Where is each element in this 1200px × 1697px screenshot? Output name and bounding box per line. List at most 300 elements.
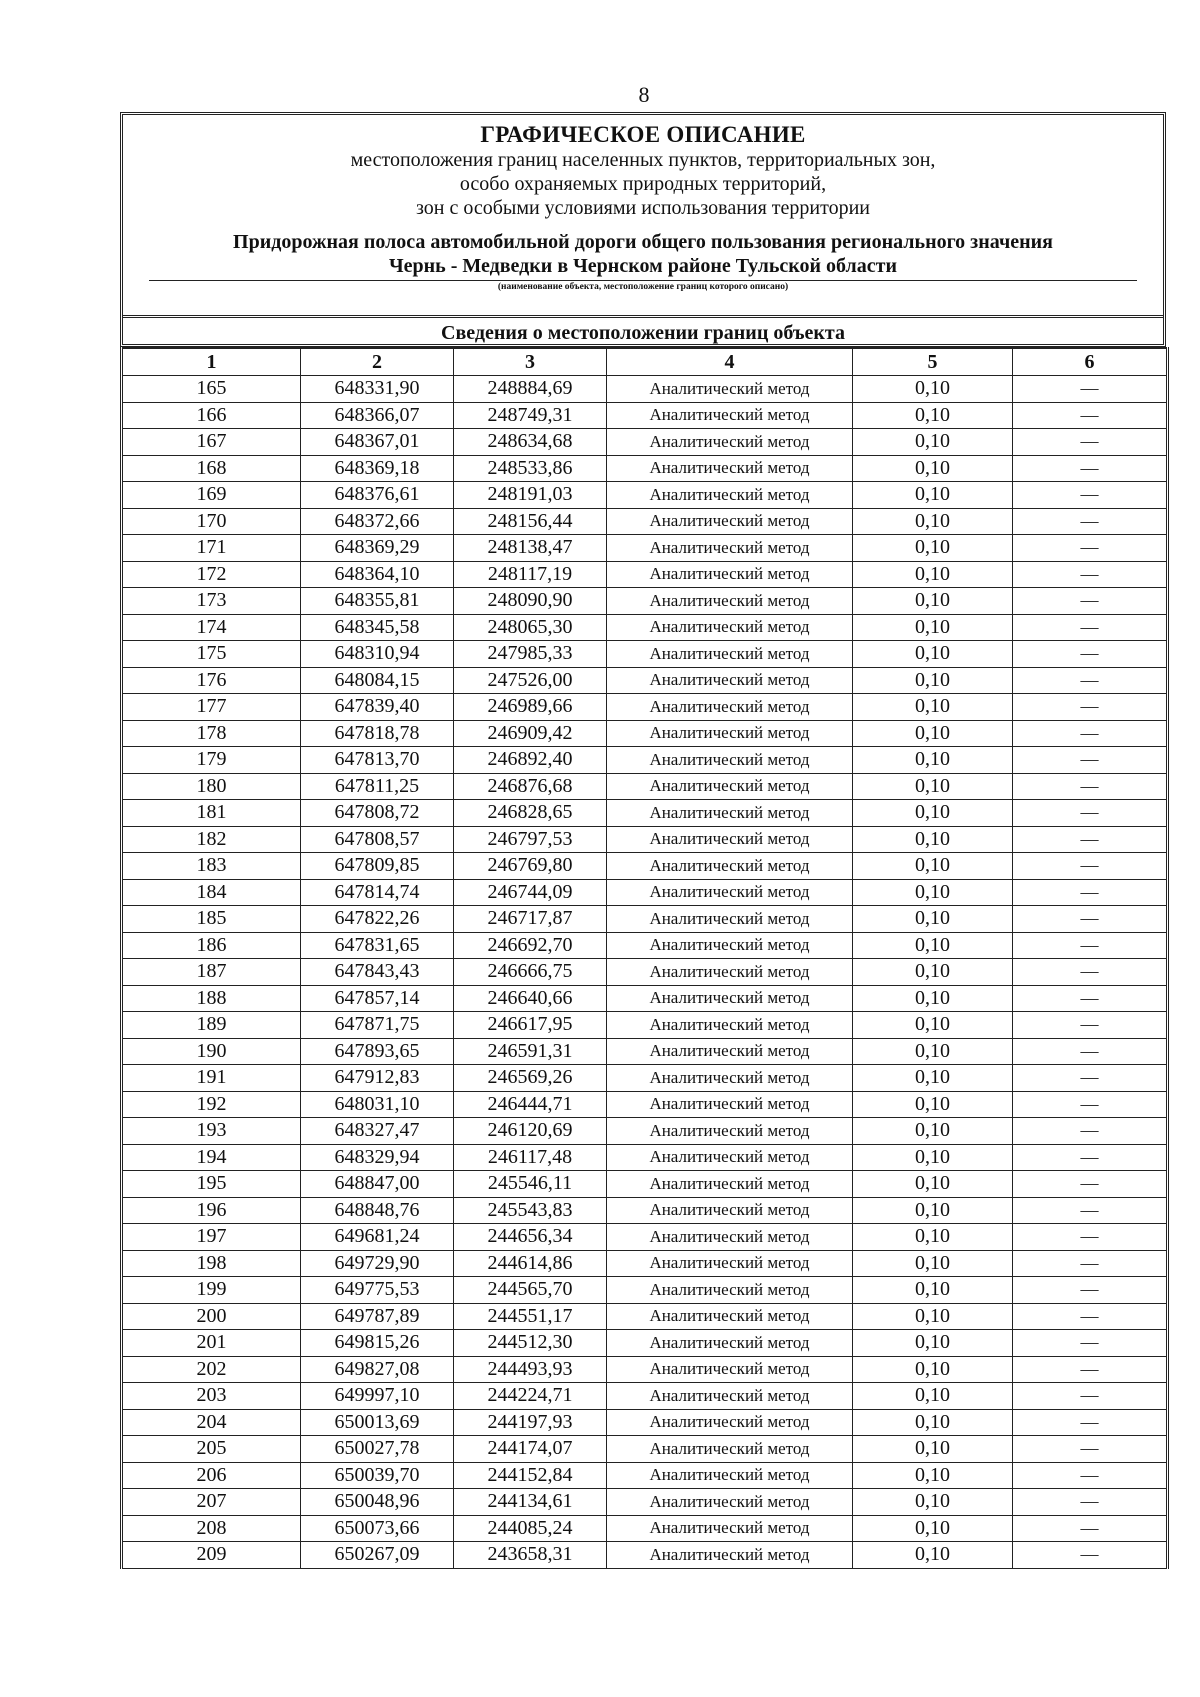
y-coordinate-cell: 246444,71 xyxy=(454,1091,607,1118)
method-cell: Аналитический метод xyxy=(607,1436,853,1463)
table-row xyxy=(122,932,1168,959)
point-number-cell: 165 xyxy=(122,376,301,403)
table-row xyxy=(122,879,1168,906)
accuracy-cell: 0,10 xyxy=(853,376,1013,403)
description-cell: — xyxy=(1013,800,1168,827)
description-cell: — xyxy=(1013,906,1168,933)
accuracy-cell: 0,10 xyxy=(853,561,1013,588)
x-coordinate-cell: 649775,53 xyxy=(301,1277,454,1304)
y-coordinate-cell: 246640,66 xyxy=(454,985,607,1012)
x-coordinate-cell: 650267,09 xyxy=(301,1542,454,1569)
description-cell: — xyxy=(1013,879,1168,906)
y-coordinate-cell: 244085,24 xyxy=(454,1515,607,1542)
y-coordinate-cell: 245546,11 xyxy=(454,1171,607,1198)
x-coordinate-cell: 647857,14 xyxy=(301,985,454,1012)
y-coordinate-cell: 245543,83 xyxy=(454,1197,607,1224)
description-cell: — xyxy=(1013,1489,1168,1516)
point-number-cell: 208 xyxy=(122,1515,301,1542)
method-cell: Аналитический метод xyxy=(607,1383,853,1410)
description-cell: — xyxy=(1013,429,1168,456)
table-row xyxy=(122,1144,1168,1171)
x-coordinate-cell: 648331,90 xyxy=(301,376,454,403)
table-row xyxy=(122,1277,1168,1304)
method-cell: Аналитический метод xyxy=(607,508,853,535)
document-subtitle-line: зон с особыми условиями использования территории xyxy=(415,197,871,219)
y-coordinate-cell: 248634,68 xyxy=(454,429,607,456)
column-header: 6 xyxy=(1013,348,1168,376)
y-coordinate-cell: 246666,75 xyxy=(454,959,607,986)
table-row xyxy=(122,588,1168,615)
x-coordinate-cell: 649815,26 xyxy=(301,1330,454,1357)
table-row xyxy=(122,985,1168,1012)
point-number-cell: 194 xyxy=(122,1144,301,1171)
y-coordinate-cell: 244614,86 xyxy=(454,1250,607,1277)
y-coordinate-cell: 246617,95 xyxy=(454,1012,607,1039)
document-title: ГРАФИЧЕСКОЕ ОПИСАНИЕ xyxy=(480,122,806,147)
accuracy-cell: 0,10 xyxy=(853,1436,1013,1463)
y-coordinate-cell: 246744,09 xyxy=(454,879,607,906)
y-coordinate-cell: 243658,31 xyxy=(454,1542,607,1569)
y-coordinate-cell: 246120,69 xyxy=(454,1118,607,1145)
table-row xyxy=(122,773,1168,800)
y-coordinate-cell: 246892,40 xyxy=(454,747,607,774)
method-cell: Аналитический метод xyxy=(607,1038,853,1065)
accuracy-cell: 0,10 xyxy=(853,1171,1013,1198)
point-number-cell: 209 xyxy=(122,1542,301,1569)
y-coordinate-cell: 244551,17 xyxy=(454,1303,607,1330)
point-number-cell: 166 xyxy=(122,402,301,429)
method-cell: Аналитический метод xyxy=(607,455,853,482)
table-header-row xyxy=(122,348,1168,376)
point-number-cell: 171 xyxy=(122,535,301,562)
x-coordinate-cell: 648366,07 xyxy=(301,402,454,429)
table-row xyxy=(122,402,1168,429)
table-row xyxy=(122,561,1168,588)
table-row xyxy=(122,1462,1168,1489)
y-coordinate-cell: 244174,07 xyxy=(454,1436,607,1463)
x-coordinate-cell: 647839,40 xyxy=(301,694,454,721)
table-row xyxy=(122,1250,1168,1277)
accuracy-cell: 0,10 xyxy=(853,508,1013,535)
y-coordinate-cell: 244493,93 xyxy=(454,1356,607,1383)
x-coordinate-cell: 649827,08 xyxy=(301,1356,454,1383)
point-number-cell: 176 xyxy=(122,667,301,694)
description-cell: — xyxy=(1013,535,1168,562)
y-coordinate-cell: 246117,48 xyxy=(454,1144,607,1171)
method-cell: Аналитический метод xyxy=(607,747,853,774)
description-cell: — xyxy=(1013,1409,1168,1436)
x-coordinate-cell: 647809,85 xyxy=(301,853,454,880)
accuracy-cell: 0,10 xyxy=(853,959,1013,986)
method-cell: Аналитический метод xyxy=(607,959,853,986)
point-number-cell: 201 xyxy=(122,1330,301,1357)
table-row xyxy=(122,1436,1168,1463)
y-coordinate-cell: 248090,90 xyxy=(454,588,607,615)
accuracy-cell: 0,10 xyxy=(853,588,1013,615)
description-cell: — xyxy=(1013,932,1168,959)
method-cell: Аналитический метод xyxy=(607,1462,853,1489)
point-number-cell: 177 xyxy=(122,694,301,721)
table-row xyxy=(122,641,1168,668)
description-cell: — xyxy=(1013,455,1168,482)
point-number-cell: 167 xyxy=(122,429,301,456)
accuracy-cell: 0,10 xyxy=(853,1489,1013,1516)
method-cell: Аналитический метод xyxy=(607,773,853,800)
point-number-cell: 183 xyxy=(122,853,301,880)
x-coordinate-cell: 647912,83 xyxy=(301,1065,454,1092)
table-row xyxy=(122,959,1168,986)
description-cell: — xyxy=(1013,1383,1168,1410)
accuracy-cell: 0,10 xyxy=(853,1277,1013,1304)
description-cell: — xyxy=(1013,1171,1168,1198)
point-number-cell: 172 xyxy=(122,561,301,588)
accuracy-cell: 0,10 xyxy=(853,1303,1013,1330)
description-cell: — xyxy=(1013,402,1168,429)
accuracy-cell: 0,10 xyxy=(853,535,1013,562)
description-cell: — xyxy=(1013,1065,1168,1092)
y-coordinate-cell: 247526,00 xyxy=(454,667,607,694)
column-header: 1 xyxy=(122,348,301,376)
accuracy-cell: 0,10 xyxy=(853,1144,1013,1171)
table-row xyxy=(122,482,1168,509)
x-coordinate-cell: 650013,69 xyxy=(301,1409,454,1436)
accuracy-cell: 0,10 xyxy=(853,694,1013,721)
x-coordinate-cell: 648310,94 xyxy=(301,641,454,668)
point-number-cell: 180 xyxy=(122,773,301,800)
x-coordinate-cell: 648848,76 xyxy=(301,1197,454,1224)
table-row xyxy=(122,1224,1168,1251)
description-cell: — xyxy=(1013,1144,1168,1171)
section-divider xyxy=(123,315,1163,318)
accuracy-cell: 0,10 xyxy=(853,1330,1013,1357)
accuracy-cell: 0,10 xyxy=(853,1038,1013,1065)
y-coordinate-cell: 246876,68 xyxy=(454,773,607,800)
method-cell: Аналитический метод xyxy=(607,1409,853,1436)
table-row xyxy=(122,535,1168,562)
table-row xyxy=(122,455,1168,482)
accuracy-cell: 0,10 xyxy=(853,1356,1013,1383)
point-number-cell: 191 xyxy=(122,1065,301,1092)
method-cell: Аналитический метод xyxy=(607,1250,853,1277)
method-cell: Аналитический метод xyxy=(607,1197,853,1224)
point-number-cell: 198 xyxy=(122,1250,301,1277)
point-number-cell: 200 xyxy=(122,1303,301,1330)
description-cell: — xyxy=(1013,1356,1168,1383)
description-cell: — xyxy=(1013,1436,1168,1463)
y-coordinate-cell: 244565,70 xyxy=(454,1277,607,1304)
description-cell: — xyxy=(1013,1330,1168,1357)
x-coordinate-cell: 650073,66 xyxy=(301,1515,454,1542)
method-cell: Аналитический метод xyxy=(607,1065,853,1092)
point-number-cell: 199 xyxy=(122,1277,301,1304)
y-coordinate-cell: 244512,30 xyxy=(454,1330,607,1357)
x-coordinate-cell: 649997,10 xyxy=(301,1383,454,1410)
page-number: 8 xyxy=(638,82,650,107)
method-cell: Аналитический метод xyxy=(607,1330,853,1357)
x-coordinate-cell: 648031,10 xyxy=(301,1091,454,1118)
description-cell: — xyxy=(1013,694,1168,721)
table-row xyxy=(122,800,1168,827)
x-coordinate-cell: 650027,78 xyxy=(301,1436,454,1463)
y-coordinate-cell: 248533,86 xyxy=(454,455,607,482)
method-cell: Аналитический метод xyxy=(607,1224,853,1251)
x-coordinate-cell: 647808,57 xyxy=(301,826,454,853)
description-cell: — xyxy=(1013,561,1168,588)
table-body xyxy=(122,376,1168,1569)
description-cell: — xyxy=(1013,747,1168,774)
table-row xyxy=(122,1171,1168,1198)
x-coordinate-cell: 647871,75 xyxy=(301,1012,454,1039)
x-coordinate-cell: 648327,47 xyxy=(301,1118,454,1145)
description-cell: — xyxy=(1013,1250,1168,1277)
table-row xyxy=(122,667,1168,694)
accuracy-cell: 0,10 xyxy=(853,1409,1013,1436)
x-coordinate-cell: 650039,70 xyxy=(301,1462,454,1489)
y-coordinate-cell: 246828,65 xyxy=(454,800,607,827)
y-coordinate-cell: 246909,42 xyxy=(454,720,607,747)
x-coordinate-cell: 647813,70 xyxy=(301,747,454,774)
table-row xyxy=(122,1091,1168,1118)
method-cell: Аналитический метод xyxy=(607,1489,853,1516)
accuracy-cell: 0,10 xyxy=(853,800,1013,827)
table-row xyxy=(122,1118,1168,1145)
method-cell: Аналитический метод xyxy=(607,588,853,615)
accuracy-cell: 0,10 xyxy=(853,1065,1013,1092)
method-cell: Аналитический метод xyxy=(607,1515,853,1542)
point-number-cell: 168 xyxy=(122,455,301,482)
method-cell: Аналитический метод xyxy=(607,879,853,906)
method-cell: Аналитический метод xyxy=(607,1356,853,1383)
table-row xyxy=(122,376,1168,403)
x-coordinate-cell: 648369,29 xyxy=(301,535,454,562)
method-cell: Аналитический метод xyxy=(607,853,853,880)
object-name-line: Придорожная полоса автомобильной дороги общего пользования регионального значения xyxy=(233,231,1053,253)
table-row xyxy=(122,614,1168,641)
method-cell: Аналитический метод xyxy=(607,932,853,959)
accuracy-cell: 0,10 xyxy=(853,906,1013,933)
accuracy-cell: 0,10 xyxy=(853,720,1013,747)
description-cell: — xyxy=(1013,1303,1168,1330)
x-coordinate-cell: 647811,25 xyxy=(301,773,454,800)
table-row xyxy=(122,1330,1168,1357)
description-cell: — xyxy=(1013,985,1168,1012)
accuracy-cell: 0,10 xyxy=(853,1224,1013,1251)
x-coordinate-cell: 648376,61 xyxy=(301,482,454,509)
x-coordinate-cell: 647818,78 xyxy=(301,720,454,747)
description-cell: — xyxy=(1013,720,1168,747)
point-number-cell: 170 xyxy=(122,508,301,535)
method-cell: Аналитический метод xyxy=(607,985,853,1012)
table-row xyxy=(122,1489,1168,1516)
point-number-cell: 190 xyxy=(122,1038,301,1065)
column-header: 5 xyxy=(853,348,1013,376)
description-cell: — xyxy=(1013,1462,1168,1489)
y-coordinate-cell: 246797,53 xyxy=(454,826,607,853)
method-cell: Аналитический метод xyxy=(607,535,853,562)
point-number-cell: 169 xyxy=(122,482,301,509)
accuracy-cell: 0,10 xyxy=(853,1515,1013,1542)
table-row xyxy=(122,906,1168,933)
x-coordinate-cell: 648372,66 xyxy=(301,508,454,535)
point-number-cell: 184 xyxy=(122,879,301,906)
accuracy-cell: 0,10 xyxy=(853,1383,1013,1410)
accuracy-cell: 0,10 xyxy=(853,985,1013,1012)
description-cell: — xyxy=(1013,1277,1168,1304)
method-cell: Аналитический метод xyxy=(607,402,853,429)
y-coordinate-cell: 244152,84 xyxy=(454,1462,607,1489)
y-coordinate-cell: 248138,47 xyxy=(454,535,607,562)
y-coordinate-cell: 246717,87 xyxy=(454,906,607,933)
y-coordinate-cell: 244134,61 xyxy=(454,1489,607,1516)
accuracy-cell: 0,10 xyxy=(853,932,1013,959)
table-row xyxy=(122,1515,1168,1542)
y-coordinate-cell: 246569,26 xyxy=(454,1065,607,1092)
description-cell: — xyxy=(1013,1038,1168,1065)
y-coordinate-cell: 248065,30 xyxy=(454,614,607,641)
table-row xyxy=(122,1542,1168,1569)
table-row xyxy=(122,508,1168,535)
y-coordinate-cell: 247985,33 xyxy=(454,641,607,668)
object-name-caption: (наименование объекта, местоположение границ которого описано) xyxy=(497,282,789,292)
table-row xyxy=(122,1065,1168,1092)
column-header: 4 xyxy=(607,348,853,376)
point-number-cell: 195 xyxy=(122,1171,301,1198)
point-number-cell: 188 xyxy=(122,985,301,1012)
method-cell: Аналитический метод xyxy=(607,614,853,641)
table-row xyxy=(122,1409,1168,1436)
accuracy-cell: 0,10 xyxy=(853,773,1013,800)
method-cell: Аналитический метод xyxy=(607,1091,853,1118)
document-subtitle-line: местоположения границ населенных пунктов, территориальных зон, xyxy=(350,149,936,171)
x-coordinate-cell: 648364,10 xyxy=(301,561,454,588)
x-coordinate-cell: 649787,89 xyxy=(301,1303,454,1330)
x-coordinate-cell: 648369,18 xyxy=(301,455,454,482)
point-number-cell: 193 xyxy=(122,1118,301,1145)
x-coordinate-cell: 649729,90 xyxy=(301,1250,454,1277)
description-cell: — xyxy=(1013,773,1168,800)
accuracy-cell: 0,10 xyxy=(853,1012,1013,1039)
accuracy-cell: 0,10 xyxy=(853,853,1013,880)
point-number-cell: 179 xyxy=(122,747,301,774)
y-coordinate-cell: 246692,70 xyxy=(454,932,607,959)
accuracy-cell: 0,10 xyxy=(853,614,1013,641)
table-row xyxy=(122,826,1168,853)
accuracy-cell: 0,10 xyxy=(853,482,1013,509)
document-subtitle-line: особо охраняемых природных территорий, xyxy=(459,173,827,195)
accuracy-cell: 0,10 xyxy=(853,641,1013,668)
y-coordinate-cell: 246989,66 xyxy=(454,694,607,721)
accuracy-cell: 0,10 xyxy=(853,879,1013,906)
accuracy-cell: 0,10 xyxy=(853,1462,1013,1489)
point-number-cell: 174 xyxy=(122,614,301,641)
table-row xyxy=(122,720,1168,747)
y-coordinate-cell: 244224,71 xyxy=(454,1383,607,1410)
description-cell: — xyxy=(1013,1197,1168,1224)
y-coordinate-cell: 248117,19 xyxy=(454,561,607,588)
method-cell: Аналитический метод xyxy=(607,720,853,747)
table-row xyxy=(122,1383,1168,1410)
accuracy-cell: 0,10 xyxy=(853,1118,1013,1145)
description-cell: — xyxy=(1013,826,1168,853)
method-cell: Аналитический метод xyxy=(607,1303,853,1330)
table-row xyxy=(122,747,1168,774)
y-coordinate-cell: 248884,69 xyxy=(454,376,607,403)
point-number-cell: 186 xyxy=(122,932,301,959)
accuracy-cell: 0,10 xyxy=(853,455,1013,482)
object-name-underline xyxy=(149,280,1137,281)
y-coordinate-cell: 244656,34 xyxy=(454,1224,607,1251)
description-cell: — xyxy=(1013,667,1168,694)
table-row xyxy=(122,1012,1168,1039)
accuracy-cell: 0,10 xyxy=(853,747,1013,774)
description-cell: — xyxy=(1013,1012,1168,1039)
description-cell: — xyxy=(1013,1515,1168,1542)
x-coordinate-cell: 647822,26 xyxy=(301,906,454,933)
method-cell: Аналитический метод xyxy=(607,1277,853,1304)
column-header: 3 xyxy=(454,348,607,376)
x-coordinate-cell: 648329,94 xyxy=(301,1144,454,1171)
method-cell: Аналитический метод xyxy=(607,482,853,509)
point-number-cell: 192 xyxy=(122,1091,301,1118)
table-row xyxy=(122,1197,1168,1224)
point-number-cell: 206 xyxy=(122,1462,301,1489)
point-number-cell: 197 xyxy=(122,1224,301,1251)
method-cell: Аналитический метод xyxy=(607,1542,853,1569)
point-number-cell: 204 xyxy=(122,1409,301,1436)
y-coordinate-cell: 248156,44 xyxy=(454,508,607,535)
accuracy-cell: 0,10 xyxy=(853,1250,1013,1277)
method-cell: Аналитический метод xyxy=(607,826,853,853)
x-coordinate-cell: 648847,00 xyxy=(301,1171,454,1198)
method-cell: Аналитический метод xyxy=(607,641,853,668)
description-cell: — xyxy=(1013,853,1168,880)
x-coordinate-cell: 648355,81 xyxy=(301,588,454,615)
description-cell: — xyxy=(1013,482,1168,509)
method-cell: Аналитический метод xyxy=(607,1144,853,1171)
point-number-cell: 187 xyxy=(122,959,301,986)
x-coordinate-cell: 647808,72 xyxy=(301,800,454,827)
description-cell: — xyxy=(1013,959,1168,986)
point-number-cell: 203 xyxy=(122,1383,301,1410)
x-coordinate-cell: 647893,65 xyxy=(301,1038,454,1065)
y-coordinate-cell: 246769,80 xyxy=(454,853,607,880)
point-number-cell: 185 xyxy=(122,906,301,933)
accuracy-cell: 0,10 xyxy=(853,826,1013,853)
method-cell: Аналитический метод xyxy=(607,1012,853,1039)
point-number-cell: 175 xyxy=(122,641,301,668)
description-cell: — xyxy=(1013,508,1168,535)
x-coordinate-cell: 647831,65 xyxy=(301,932,454,959)
method-cell: Аналитический метод xyxy=(607,694,853,721)
x-coordinate-cell: 648084,15 xyxy=(301,667,454,694)
accuracy-cell: 0,10 xyxy=(853,1091,1013,1118)
table-row xyxy=(122,1303,1168,1330)
method-cell: Аналитический метод xyxy=(607,1118,853,1145)
coordinates-table xyxy=(120,347,1169,1569)
point-number-cell: 189 xyxy=(122,1012,301,1039)
x-coordinate-cell: 649681,24 xyxy=(301,1224,454,1251)
y-coordinate-cell: 248749,31 xyxy=(454,402,607,429)
x-coordinate-cell: 648367,01 xyxy=(301,429,454,456)
description-cell: — xyxy=(1013,1091,1168,1118)
y-coordinate-cell: 244197,93 xyxy=(454,1409,607,1436)
object-name-line: Чернь - Медведки в Чернском районе Тульской области xyxy=(388,255,898,277)
point-number-cell: 173 xyxy=(122,588,301,615)
section-title: Сведения о местоположении границ объекта xyxy=(441,322,845,344)
method-cell: Аналитический метод xyxy=(607,1171,853,1198)
y-coordinate-cell: 246591,31 xyxy=(454,1038,607,1065)
method-cell: Аналитический метод xyxy=(607,429,853,456)
